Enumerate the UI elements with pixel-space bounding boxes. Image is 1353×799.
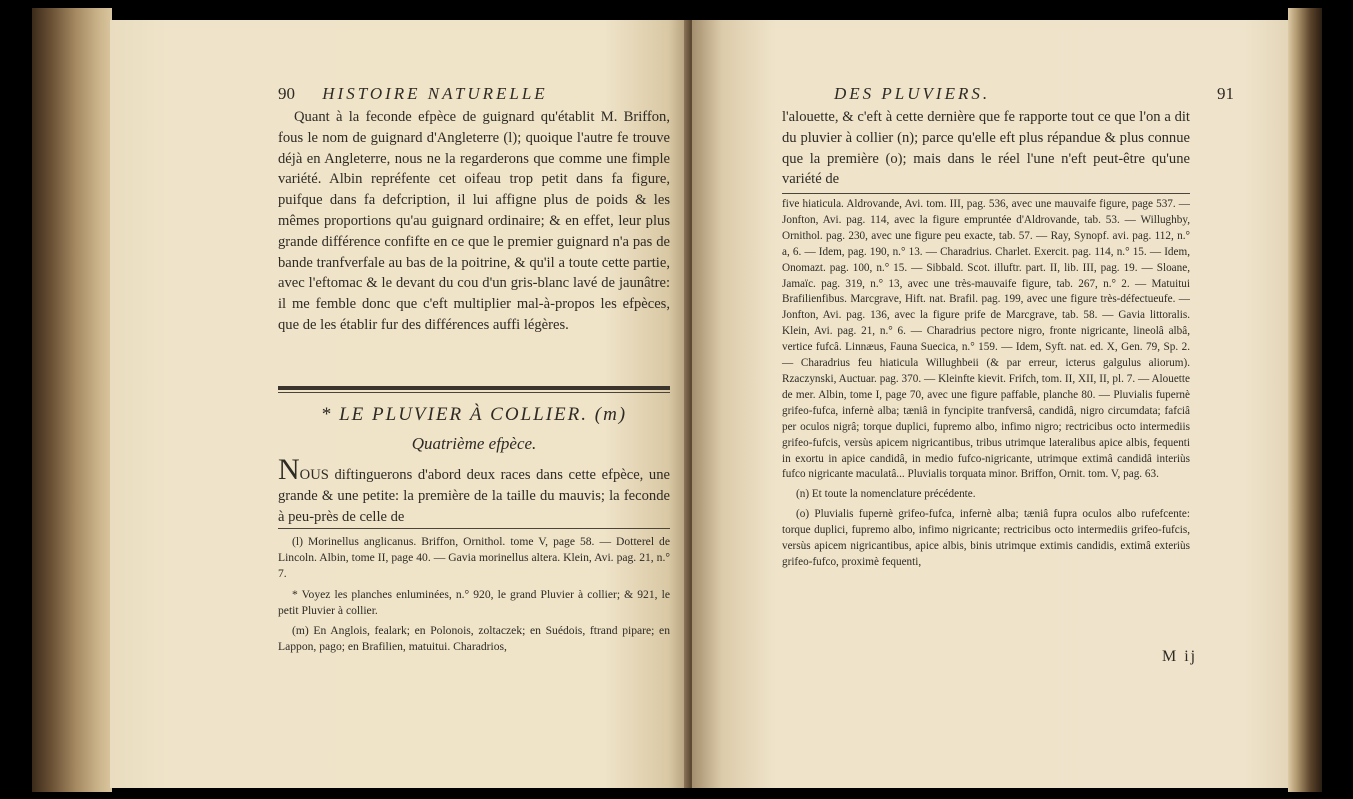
footnote-continuation: five hiaticula. Aldrovande, Avi. tom. III, pag. 536, avec une mauvaife figure, page 537. — Jonfton, Avi. pag. 114, avec la figure empruntée d'Aldrovande, tab. 53. — Willughby, Ornithol. pag. 230, avec une figure peu exacte, tab. 57. — Ray, Synopf. avi. pag. 112, n.° a, 6. — Idem, pag. 190, n.° 13. — Charadrius. Charlet. Exercit. pag. 114, n.° 15. — Idem, Onomazt. pag. 100, n.° 15. — Sibbald. Scot. illuftr. part. II, lib. III, pag. 19. — Sloane, Jamaïc. pag. 319, n.° 13, avec une très-mauvaife figure, tab. 267, n.° 2. — Matuitui Brafilienfibus. Marcgrave, Hift. nat. Brafil. pag. 199, avec une figure très-défectueufe. — Jonfton, Avi. pag. 136, avec la figure prife de Marcgrave, tab. 58. — Gavia littoralis. Klein, Avi. pag. 21, n.° 6. — Charadrius pectore nigro, fronte nigricante, lineolâ albâ, vertice fufcâ. Linnæus, Fauna Suecica, n.° 159. — Idem, Syft. nat. ed. X, Gen. 79, Sp. 2. — Charadrius feu hiaticula Willughbeii (& par erreur, icterus galgulus aliorum). Rzaczynski, Auctuar. pag. 370. — Kleinfte kievit. Frifch, tom. II, XII, II, pl. 7. — Alouette de mer. Albin, tome I, page 70, avec une figure paffable, planche 80. — Pluvialis fupernè grifeo-fufca, infernè alba; tæniâ in fyncipite tranfversâ, candidâ, nigro circumdata; fafciâ per oculos nigrâ; torque duplici, fupremo albo, infimo nigro; rectricibus octo intermediis grifeo-fufcis, versùs apicem nigricantibus, tribus utrimque lateralibus apice albis, fequenti in exortu in apice candidâ, in medio fufco-nigricante, utrimque extimâ candidâ interiùs fufco nigricante maculatâ... Pluvialis torquata minor. Briffon, Ornit. tom. V, pag. 63. <box>782 198 1190 481</box>
open-book <box>32 8 1322 792</box>
book-edge-right <box>1288 8 1322 792</box>
footnote-o: (o) Pluvialis fupernè grifeo-fufca, infernè alba; tæniâ fupra oculos albo rufefcente: torque duplici, fupremo albo, infimo nigricante; rectricibus octo intermediis grifeo-fufcis, versùs apicem nigricantibus, apice albis, binis utrimque extimis candidis, extimâ exteriùs grifeo-fufco, proximè fequenti, <box>782 508 1190 568</box>
section-subheading: Quatrième efpèce. <box>411 434 537 453</box>
left-paragraph <box>278 107 670 336</box>
footnote-rule-left <box>278 528 670 529</box>
left-paragraph-2 <box>278 453 670 527</box>
page-number-right: 91 <box>1217 84 1234 103</box>
footnote-m: (m) En Anglois, fealark; en Polonois, zoltaczek; en Suédois, ftrand pipare; en Lappon, pago; en Brafilien, matuitui. Charadrios, <box>278 624 670 654</box>
right-paragraph-text: l'alouette, & c'eft à cette dernière que fe rapporte tout ce que l'on a dit du pluvier à collier (n); parce qu'elle eft plus répandue & plus connue que la première (o); mais dans le réel l'une n'eft peut-être qu'une variété de <box>782 109 1190 188</box>
right-page <box>692 20 1292 788</box>
right-paragraph <box>782 107 1190 190</box>
section-rule-thin <box>278 392 670 393</box>
running-title-right: DES PLUVIERS. <box>834 84 991 103</box>
footnote-rule-right <box>782 193 1190 194</box>
book-edge-left <box>32 8 112 792</box>
running-title-left: HISTOIRE NATURELLE <box>322 84 548 103</box>
left-paragraph-text: Quant à la feconde efpèce de guignard qu'établit M. Briffon, fous le nom de guignard d'Angleterre (l); quoique l'autre fe trouve déjà en Angleterre, nous ne la regarderons que comme une fimple variété. Albin repréfente cet oifeau trop petit dans fa figure, puifque dans fa defcription, il lui affigne plus de poids & les mêmes proportions qu'au guignard ordinaire; & en effet, leur plus grande différence confifte en ce que le premier guignard n'a pas de bande tranfverfale au bas de la poitrine, & qu'il a toute cette partie, avec l'eftomac & le devant du cou d'un gris-blanc lavé de jaunâtre: il me femble donc que c'eft multiplier mal-à-propos les efpèces, que de les établir fur des différences auffi légères. <box>278 109 670 333</box>
section-heading: * LE PLUVIER À COLLIER. (m) <box>320 404 628 425</box>
running-head-left <box>278 84 658 104</box>
left-page <box>110 20 692 788</box>
footnote-l: (l) Morinellus anglicanus. Briffon, Ornithol. tome V, page 58. — Dotterel de Lincoln. Albin, tome II, page 40. — Gavia morinellus altera. Klein, Avi. pag. 21, n.° 7. <box>278 535 670 581</box>
page-number-left: 90 <box>278 84 295 103</box>
footnote-n: (n) Et toute la nomenclature précédente. <box>796 488 976 501</box>
signature-mark: M ij <box>1162 648 1198 665</box>
footnote-star: * Voyez les planches enluminées, n.° 920, le grand Pluvier à collier; & 921, le petit Pluvier à collier. <box>278 587 670 617</box>
section-rule <box>278 386 670 390</box>
left-paragraph-2-text: OUS diftinguerons d'abord deux races dans cette efpèce, une grande & une petite: la première de la taille du mauvis; la feconde à peu-près de celle de <box>278 467 670 525</box>
right-footnotes <box>782 197 1190 571</box>
drop-cap: N <box>278 453 300 486</box>
running-head-right <box>834 84 1234 104</box>
left-footnotes <box>278 534 670 655</box>
